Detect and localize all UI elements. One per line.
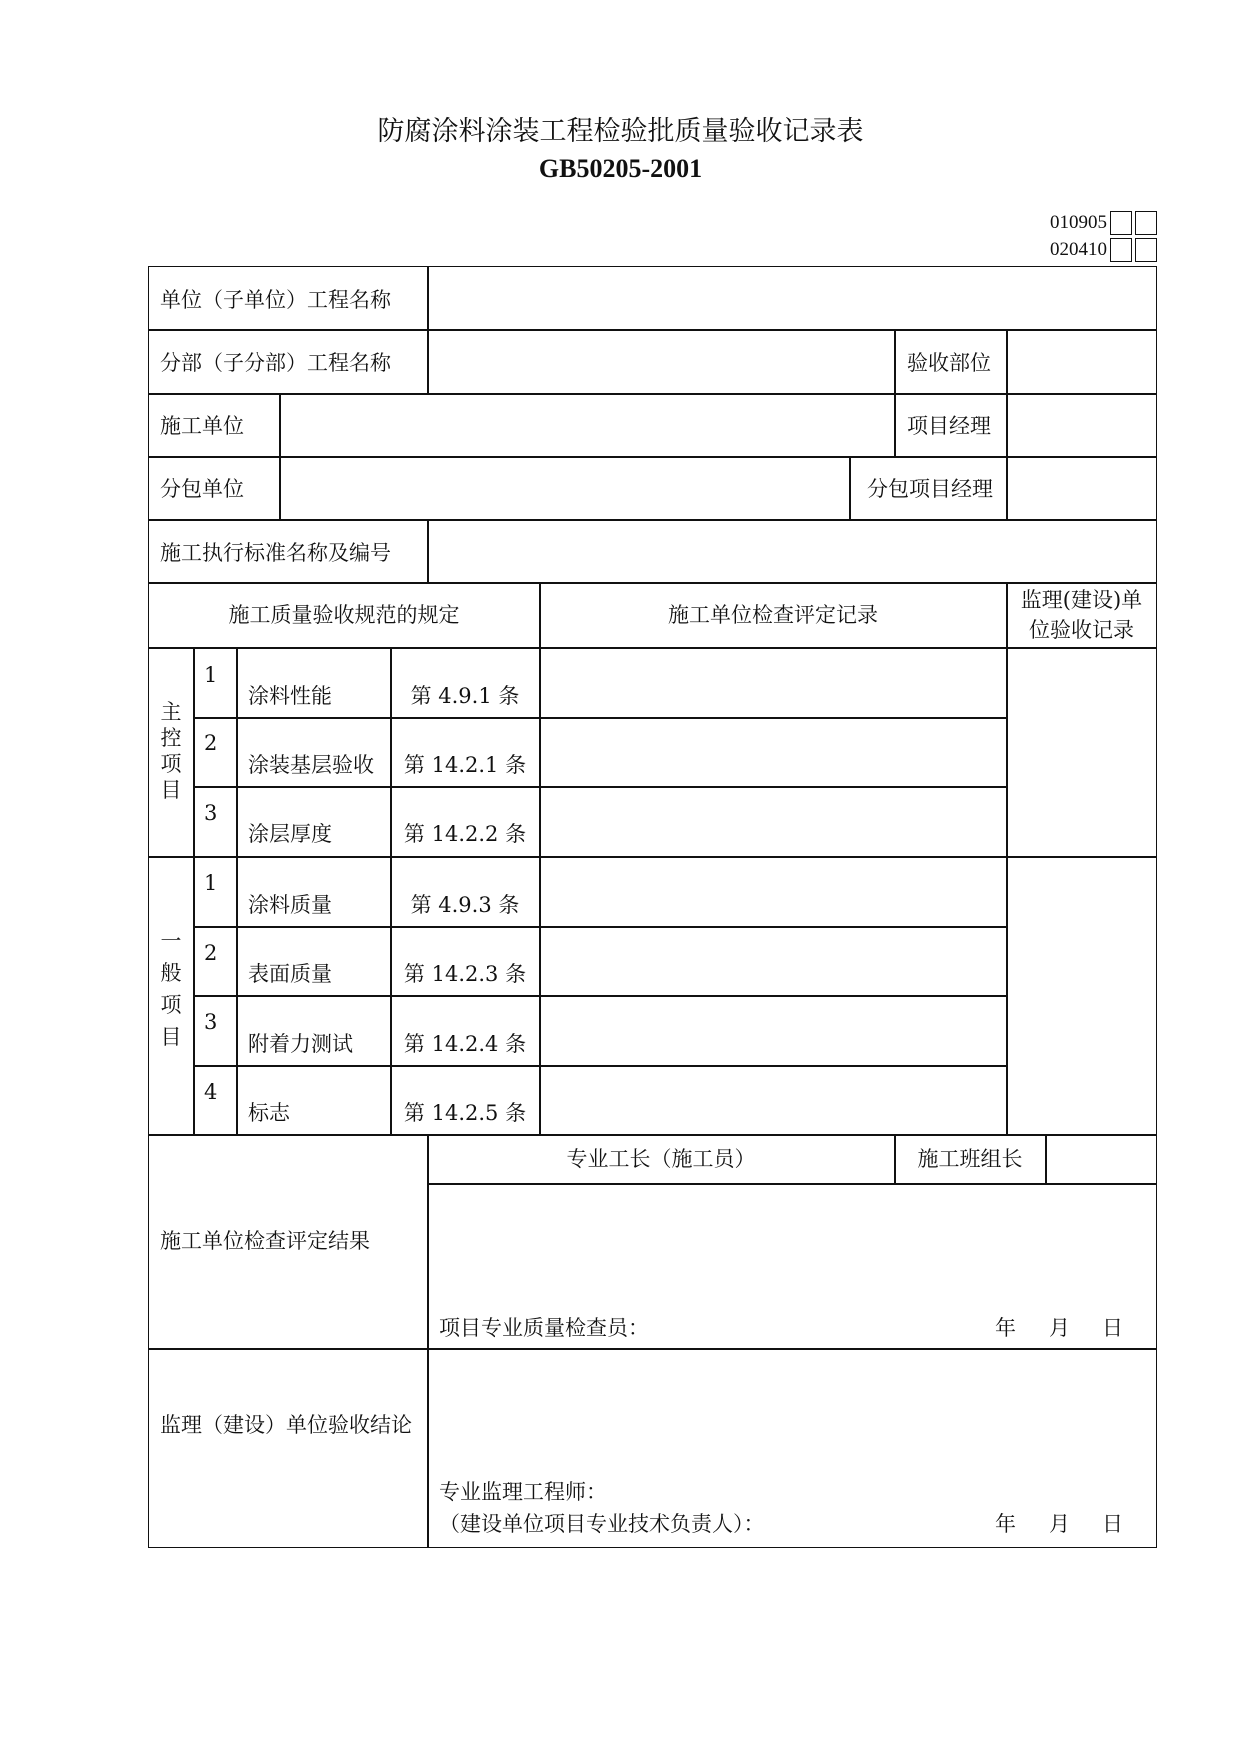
subcontract-unit-input[interactable] (291, 463, 841, 511)
row-divider (149, 1134, 1156, 1136)
construction-unit-input[interactable] (291, 400, 886, 448)
inspection-record-cell[interactable] (549, 864, 999, 920)
project-manager-input[interactable] (1017, 400, 1147, 448)
owner-representative-label: （建设单位项目专业技术负责人）： (439, 1512, 765, 1536)
inspection-record-cell[interactable] (549, 1072, 999, 1128)
form-code-row-2 (1050, 237, 1157, 263)
inspection-record-cell[interactable] (549, 1003, 999, 1059)
execution-standard-label: 施工执行标准名称及编号 (160, 541, 391, 565)
item-name: 涂料性能 (248, 684, 332, 708)
standard-code: GB50205-2001 (538, 154, 703, 183)
col-divider (427, 519, 429, 582)
spec-rules-header: 施工质量验收规范的规定 (228, 603, 460, 627)
general-items-label (159, 925, 183, 1053)
unit-project-name-label: 单位（子单位）工程名称 (160, 288, 391, 312)
col-divider (894, 393, 896, 456)
item-number: 2 (204, 941, 218, 965)
form-code-2: 020410 (1050, 239, 1107, 260)
item-name: 标志 (248, 1101, 290, 1125)
item-name: 附着力测试 (248, 1032, 353, 1056)
conclusion-content[interactable] (439, 1357, 1149, 1457)
construction-unit-label: 施工单位 (160, 414, 244, 438)
inspection-record-cell[interactable] (549, 655, 999, 711)
col-divider (1045, 1134, 1047, 1183)
sub-project-name-label: 分部（子分部）工程名称 (160, 351, 391, 375)
supervision-record-cell[interactable] (1015, 655, 1149, 850)
item-number: 2 (204, 731, 218, 755)
team-leader-label: 施工班组长 (917, 1147, 1023, 1171)
row-divider (149, 856, 1156, 858)
supervision-engineer-label: 专业监理工程师： (439, 1480, 607, 1504)
conclusion-label: 监理（建设）单位验收结论 (160, 1413, 412, 1437)
acceptance-part-label: 验收部位 (907, 351, 991, 375)
item-clause: 第 14.2.3 条 (403, 962, 527, 986)
inspection-record-cell[interactable] (549, 933, 999, 989)
item-clause: 第 14.2.5 条 (403, 1101, 527, 1125)
col-divider (279, 456, 281, 519)
general-items-label-char: 般 (160, 961, 182, 985)
form-code-row-1 (1050, 210, 1157, 236)
row-divider (149, 647, 1156, 649)
quality-inspector-label: 项目专业质量检查员： (439, 1316, 649, 1340)
item-clause: 第 14.2.4 条 (403, 1032, 527, 1056)
inspection-record-cell[interactable] (549, 724, 999, 780)
item-number: 4 (204, 1080, 218, 1104)
item-number: 1 (204, 871, 218, 895)
row-divider (149, 519, 1156, 521)
main-items-label (159, 699, 183, 803)
foreman-label: 专业工长（施工员） (566, 1147, 756, 1171)
row-divider (193, 926, 1006, 928)
col-divider (894, 329, 896, 393)
row-divider (149, 456, 1156, 458)
execution-standard-input[interactable] (439, 527, 1144, 575)
row-divider (193, 786, 1006, 788)
item-number: 3 (204, 801, 218, 825)
item-name: 涂装基层验收 (248, 753, 374, 777)
col-divider (390, 647, 392, 1134)
col-divider (427, 267, 429, 329)
col-divider (1006, 582, 1008, 1134)
col-divider (236, 647, 238, 1134)
main-items-label-char: 主 (160, 700, 182, 724)
row-divider (149, 582, 1156, 584)
inspection-record-cell[interactable] (549, 794, 999, 850)
row-divider (193, 717, 1006, 719)
col-divider (1006, 456, 1008, 519)
inspection-form (148, 266, 1157, 1548)
subcontract-unit-label: 分包单位 (160, 477, 244, 501)
code-box[interactable] (1135, 211, 1157, 235)
form-code-1: 010905 (1050, 212, 1107, 233)
inspection-record-header: 施工单位检查评定记录 (668, 603, 878, 627)
sub-project-name-input[interactable] (439, 337, 884, 385)
item-name: 表面质量 (248, 962, 332, 986)
main-items-label-char: 目 (160, 778, 182, 802)
code-box[interactable] (1110, 211, 1132, 235)
code-box[interactable] (1110, 238, 1132, 262)
result-content[interactable] (439, 1192, 1149, 1292)
row-divider (149, 1348, 1156, 1350)
general-items-label-char: 目 (160, 1025, 182, 1049)
main-items-label-char: 控 (160, 726, 182, 750)
result-year: 年 (995, 1316, 1016, 1340)
col-divider (849, 456, 851, 519)
team-leader-input[interactable] (1053, 1139, 1149, 1179)
item-number: 3 (204, 1010, 218, 1034)
project-manager-label: 项目经理 (907, 414, 991, 438)
row-divider (193, 1065, 1006, 1067)
item-clause: 第 14.2.2 条 (403, 822, 527, 846)
subcontract-manager-label: 分包项目经理 (867, 477, 993, 501)
general-items-label-char: 一 (160, 929, 182, 953)
item-number: 1 (204, 663, 218, 687)
supervision-record-header: 监理(建设)单 (1020, 588, 1143, 612)
subcontract-manager-input[interactable] (1017, 463, 1147, 511)
result-label: 施工单位检查评定结果 (160, 1229, 370, 1253)
conclusion-month: 月 (1049, 1512, 1070, 1536)
code-box[interactable] (1135, 238, 1157, 262)
col-divider (1006, 329, 1008, 393)
supervision-record-header: 位验收记录 (1029, 618, 1134, 642)
result-day: 日 (1102, 1316, 1123, 1340)
row-divider (149, 393, 1156, 395)
item-clause: 第 4.9.1 条 (410, 684, 520, 708)
col-divider (1006, 393, 1008, 456)
general-items-label-char: 项 (160, 993, 182, 1017)
col-divider (539, 582, 541, 1134)
col-divider (279, 393, 281, 456)
col-divider (427, 1134, 429, 1548)
col-divider (427, 329, 429, 393)
item-name: 涂料质量 (248, 893, 332, 917)
conclusion-year: 年 (995, 1512, 1016, 1536)
main-items-label-char: 项 (160, 752, 182, 776)
col-divider (193, 647, 195, 1134)
result-month: 月 (1049, 1316, 1070, 1340)
conclusion-day: 日 (1102, 1512, 1123, 1536)
item-clause: 第 4.9.3 条 (410, 893, 520, 917)
unit-project-name-input[interactable] (439, 275, 1144, 323)
supervision-record-cell[interactable] (1015, 864, 1149, 1128)
row-divider (193, 995, 1006, 997)
acceptance-part-input[interactable] (1017, 337, 1147, 385)
row-divider (427, 1183, 1156, 1185)
row-divider (149, 329, 1156, 331)
item-clause: 第 14.2.1 条 (403, 753, 527, 777)
form-title: 防腐涂料涂装工程检验批质量验收记录表 (377, 116, 864, 147)
item-name: 涂层厚度 (248, 822, 332, 846)
